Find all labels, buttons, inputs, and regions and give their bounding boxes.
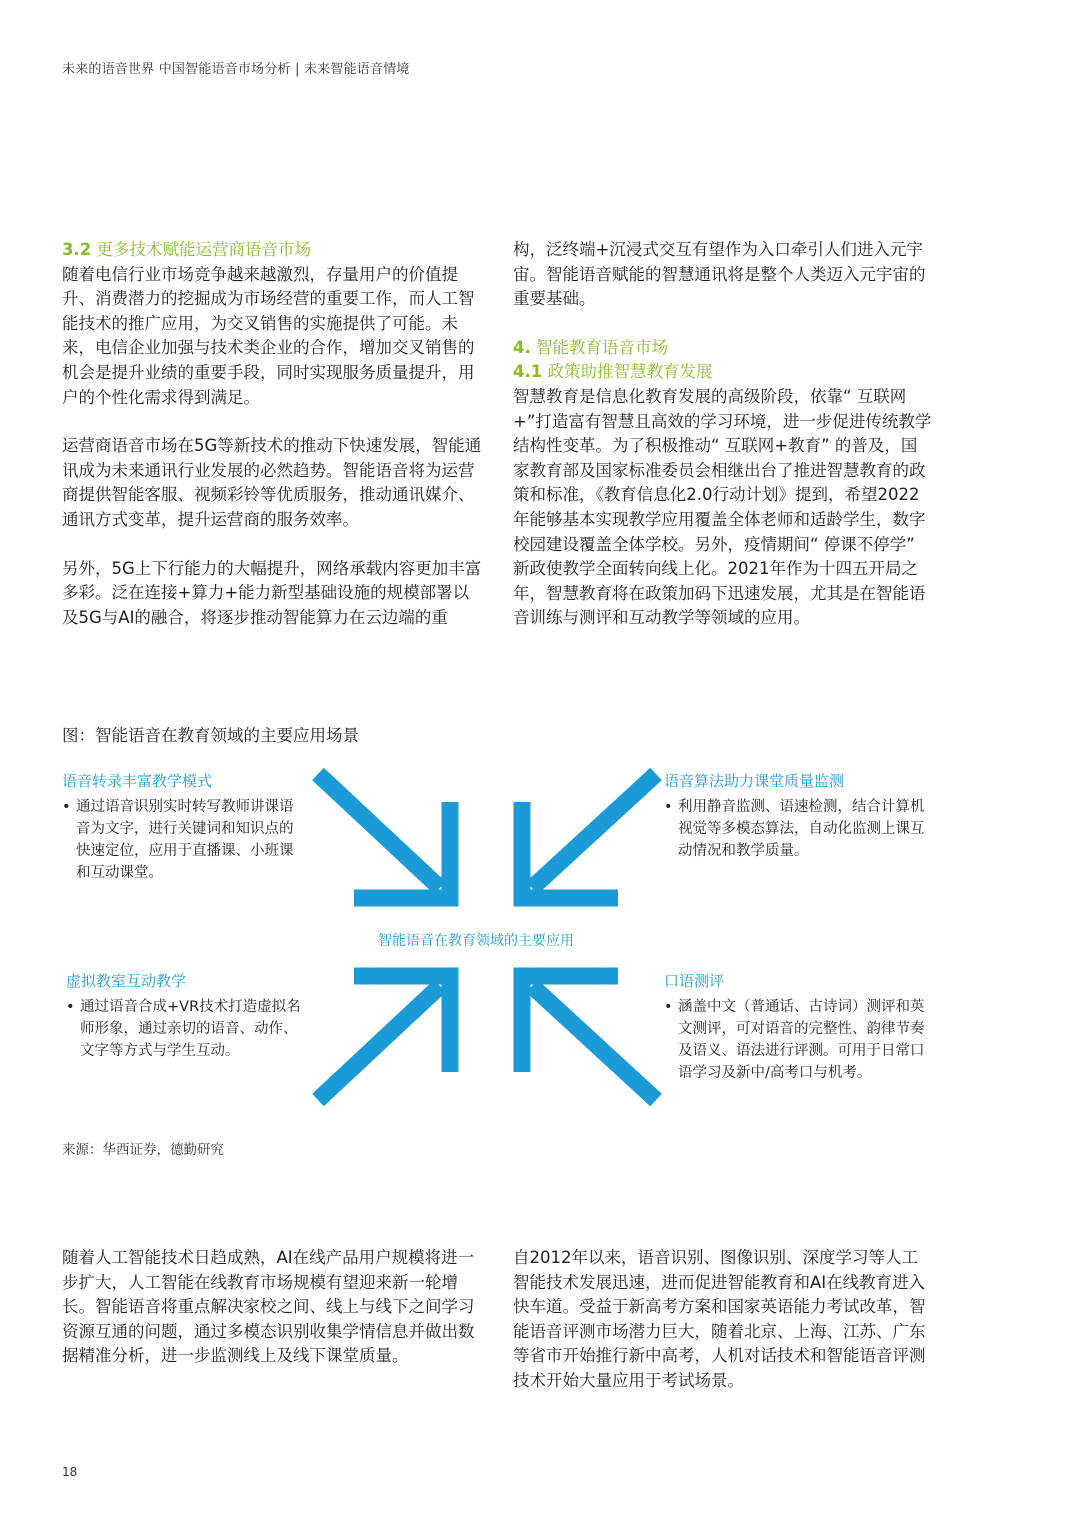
paragraph-continuation: 构，泛终端+沉浸式交互有望作为入口牵引人们进入元宇宙。智能语音赋能的智慧通讯将是整个人类迈入元宇宙的重要基础。	[513, 240, 926, 309]
bullet-icon: •	[664, 799, 673, 815]
section-heading-3-2	[62, 238, 482, 263]
paragraph: 智慧教育是信息化教育发展的高级阶段，依靠“ 互联网+”打造富有智慧且高效的学习环境，进一步促进传统教学结构性变革。为了积极推动“ 互联网+教育” 的普及，国家教育部及国家标准委员会相继出台了推进智慧教育的政策和标准，《教育信息化2.0行动计划》提到，希望2022年能够基本实现教学应用覆盖全体老师和适龄学生，数字校园建设覆盖全体学校。另外，疫情期间“ 停课不停学” 新政使教学全面转向线上化。2021年作为十四五开局之年，智慧教育将在政策加码下迅速发展，尤其是在智能语音训练与测评和互动教学等领域的应用。	[513, 386, 932, 628]
box-bullet	[664, 796, 934, 862]
box-text: 涵盖中文（普通话、古诗词）测评和英文测评，可对语音的完整性、韵律节奏及语义、语法进行评测。可用于日常口语学习及新中/高考口与机考。	[678, 999, 925, 1081]
box-text: 利用静音监测、语速检测，结合计算机视觉等多模态算法，自动化监测上课互动情况和教学质量。	[678, 799, 925, 859]
running-header: 未来的语音世界 中国智能语音市场分析 | 未来智能语音情境	[62, 62, 410, 77]
box-heading: 口语测评	[664, 972, 725, 990]
arrow-top-left-icon	[318, 774, 450, 898]
section-number: 3.2	[62, 240, 92, 259]
chapter-number: 4.	[513, 337, 531, 357]
box-heading: 虚拟教室互动教学	[66, 972, 187, 990]
arrow-bottom-right-icon	[522, 976, 656, 1100]
arrow-top-right-icon	[522, 774, 656, 898]
arrow-bottom-left-icon	[318, 976, 450, 1100]
paragraph: 运营商语音市场在5G等新技术的推动下快速发展，智能通讯成为未来通讯行业发展的必然趋势。智能语音将为运营商提供智能客服、视频彩铃等优质服务，推动通讯媒介、通讯方式变革，提升运营商的服务效率。	[62, 436, 482, 529]
box-text: 通过语音识别实时转写教师讲课语音为文字，进行关键词和知识点的快速定位，应用于直播课、小班课和互动课堂。	[76, 799, 294, 881]
paragraph: 随着人工智能技术日趋成熟，AI在线产品用户规模将进一步扩大，人工智能在线教育市场规模有望迎来新一轮增长。智能语音将重点解决家校之间、线上与线下之间学习资源互通的问题，通过多模态识别收集学情信息并做出数据精准分析，进一步监测线上及线下课堂质量。	[62, 1248, 475, 1366]
box-heading: 语音转录丰富教学模式	[62, 772, 213, 790]
paragraph: 自2012年以来，语音识别、图像识别、深度学习等人工智能技术发展迅速，进而促进智能教育和AI在线教育进入快车道。受益于新高考方案和国家英语能力考试改革，智能语音评测市场潜力巨大，随着北京、上海、江苏、广东等省市开始推行新中高考，人机对话技术和智能语音评测技术开始大量应用于考试场景。	[513, 1248, 926, 1390]
box-bullet	[66, 996, 311, 1062]
page-number: 18	[62, 1465, 78, 1479]
box-text: 通过语音合成+VR技术打造虚拟名师形象，通过亲切的语音、动作、文字等方式与学生互动。	[80, 999, 301, 1059]
section-heading-4-1	[513, 360, 933, 385]
bottom-right-column	[513, 1246, 933, 1394]
figure-title: 图：智能语音在教育领域的主要应用场景	[62, 726, 359, 745]
figure-source: 来源：华西证券，德勤研究	[62, 1142, 224, 1158]
left-column	[62, 238, 482, 630]
paragraph: 另外，5G上下行能力的大幅提升，网络承载内容更加丰富多彩。泛在连接+算力+能力新型基础设施的规模部署以及5G与AI的融合，将逐步推动智能算力在云边端的重	[62, 558, 482, 627]
figure-center-label: 智能语音在教育领域的主要应用	[378, 933, 574, 949]
section-title: 政策助推智慧教育发展	[547, 362, 713, 382]
box-top-right	[664, 770, 934, 862]
bullet-icon: •	[62, 799, 71, 815]
chapter-heading-4	[513, 336, 933, 361]
box-heading: 语音算法助力课堂质量监测	[664, 772, 845, 790]
section-title: 更多技术赋能运营商语音市场	[96, 240, 311, 259]
bullet-icon: •	[66, 999, 75, 1015]
box-bullet	[62, 796, 307, 884]
paragraph: 随着电信行业市场竞争越来越激烈，存量用户的价值提升、消费潜力的挖掘成为市场经营的重要工作，而人工智能技术的推广应用，为交叉销售的实施提供了可能。未来，电信企业加强与技术类企业的合作，增加交叉销售的机会是提升业绩的重要手段，同时实现服务质量提升，用户的个性化需求得到满足。	[62, 264, 475, 407]
box-bottom-right	[664, 970, 934, 1084]
bottom-left-column	[62, 1246, 482, 1369]
section-number: 4.1	[513, 362, 543, 382]
box-bottom-left	[66, 970, 311, 1062]
bullet-icon: •	[664, 999, 673, 1015]
box-top-left	[62, 770, 307, 884]
right-column	[513, 238, 933, 631]
chapter-title: 智能教育语音市场	[536, 337, 668, 357]
box-bullet	[664, 996, 934, 1084]
